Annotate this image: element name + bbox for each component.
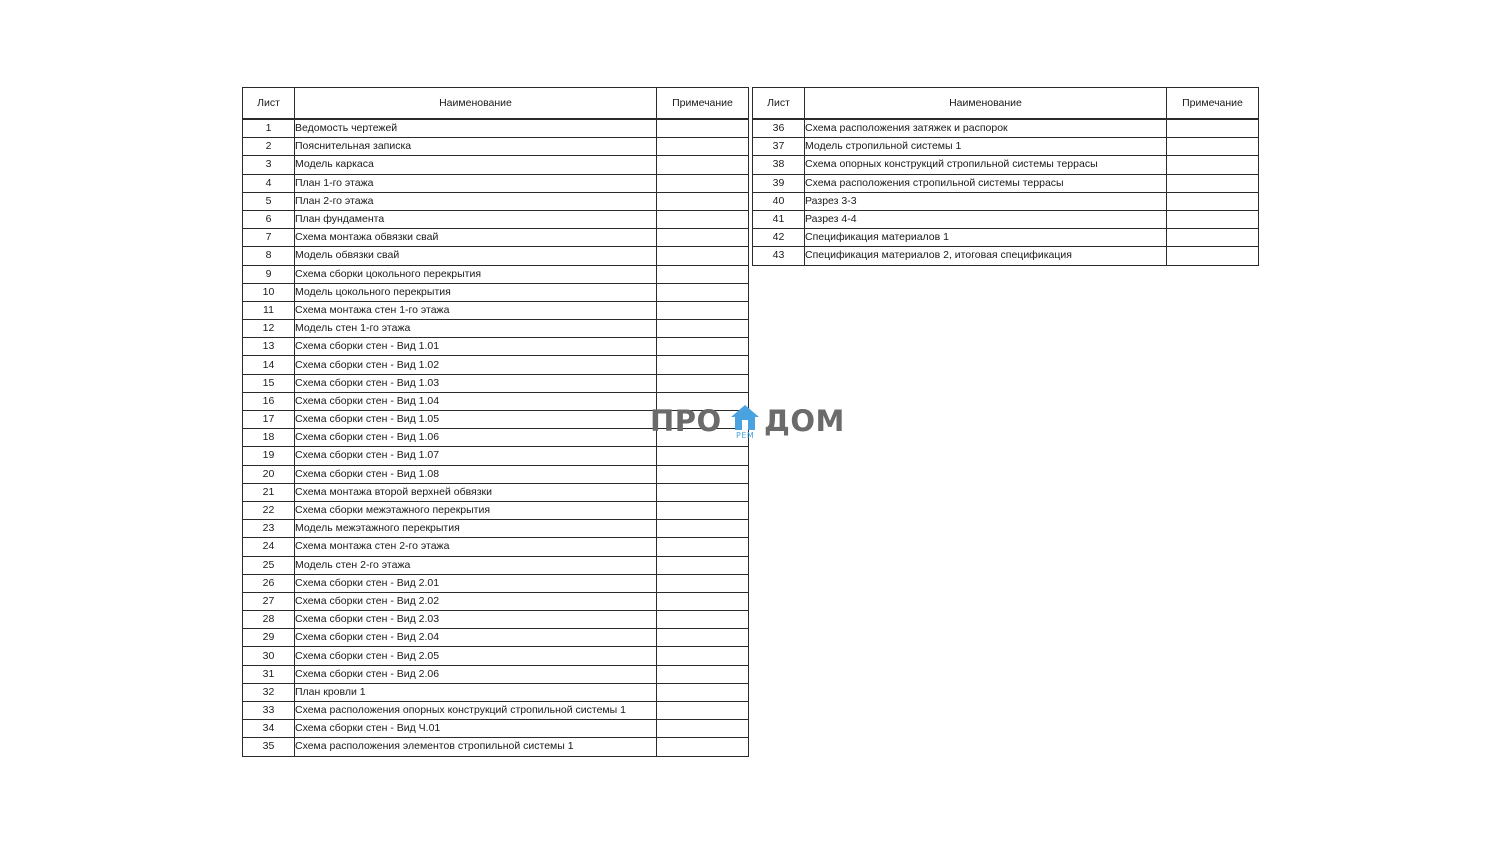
sheet-number-cell: 41: [753, 210, 805, 228]
table-row: [243, 738, 749, 756]
table-row: [753, 174, 1259, 192]
sheet-name-cell: Схема сборки стен - Вид 1.02: [295, 356, 657, 374]
sheet-note-cell: [657, 138, 749, 156]
sheet-name-cell: Схема монтажа второй верхней обвязки: [295, 483, 657, 501]
sheet-number-cell: 23: [243, 520, 295, 538]
sheet-name-cell: Схема сборки стен - Вид 2.02: [295, 592, 657, 610]
sheet-name-cell: Схема сборки стен - Вид 2.06: [295, 665, 657, 683]
sheet-number-cell: 8: [243, 247, 295, 265]
sheet-number-cell: 15: [243, 374, 295, 392]
sheet-name-cell: Схема монтажа обвязки свай: [295, 229, 657, 247]
sheet-note-cell: [657, 119, 749, 138]
sheet-name-cell: План 1-го этажа: [295, 174, 657, 192]
sheet-note-cell: [657, 556, 749, 574]
sheet-note-cell: [657, 247, 749, 265]
sheet-note-cell: [657, 720, 749, 738]
sheet-name-cell: Модель каркаса: [295, 156, 657, 174]
sheet-name-cell: Модель стропильной системы 1: [805, 138, 1167, 156]
sheet-note-cell: [657, 647, 749, 665]
sheet-name-cell: Схема расположения опорных конструкций стропильной системы 1: [295, 702, 657, 720]
sheet-note-cell: [657, 338, 749, 356]
sheet-name-cell: План фундамента: [295, 210, 657, 228]
sheet-note-cell: [657, 320, 749, 338]
watermark-text-left: ПРО: [650, 404, 722, 438]
sheet-number-cell: 38: [753, 156, 805, 174]
sheet-number-cell: 28: [243, 611, 295, 629]
sheet-name-cell: Схема сборки стен - Вид 2.04: [295, 629, 657, 647]
sheet-note-cell: [657, 592, 749, 610]
sheet-name-cell: Спецификация материалов 1: [805, 229, 1167, 247]
table-row: [243, 629, 749, 647]
sheet-number-cell: 32: [243, 683, 295, 701]
sheet-note-cell: [657, 210, 749, 228]
sheet-note-cell: [657, 156, 749, 174]
sheet-number-cell: 35: [243, 738, 295, 756]
table-row: [243, 465, 749, 483]
watermark-logo: [650, 404, 850, 444]
sheet-name-cell: План кровли 1: [295, 683, 657, 701]
sheet-number-cell: 12: [243, 320, 295, 338]
sheet-number-cell: 30: [243, 647, 295, 665]
table-row: [243, 283, 749, 301]
table-row: [243, 592, 749, 610]
drawing-list-table-right: [752, 87, 1259, 266]
sheet-number-cell: 27: [243, 592, 295, 610]
sheet-number-cell: 13: [243, 338, 295, 356]
sheet-number-cell: 14: [243, 356, 295, 374]
table-row: [243, 556, 749, 574]
sheet-number-cell: 6: [243, 210, 295, 228]
sheet-note-cell: [1167, 229, 1259, 247]
sheet-name-cell: Схема расположения затяжек и распорок: [805, 119, 1167, 138]
sheet-number-cell: 24: [243, 538, 295, 556]
table-row: [243, 192, 749, 210]
sheet-name-cell: Схема сборки стен - Вид 1.03: [295, 374, 657, 392]
sheet-name-cell: Схема сборки стен - Вид 2.05: [295, 647, 657, 665]
sheet-name-cell: Схема сборки стен - Вид 1.06: [295, 429, 657, 447]
table-row: [243, 174, 749, 192]
sheet-number-cell: 17: [243, 411, 295, 429]
sheet-name-cell: Разрез 4-4: [805, 210, 1167, 228]
sheet-number-cell: 5: [243, 192, 295, 210]
sheet-number-cell: 20: [243, 465, 295, 483]
sheet-note-cell: [657, 520, 749, 538]
sheet-name-cell: Схема сборки стен - Вид Ч.01: [295, 720, 657, 738]
table-row: [753, 210, 1259, 228]
sheet-name-cell: Схема сборки стен - Вид 2.03: [295, 611, 657, 629]
table-header-row: [753, 88, 1259, 120]
sheet-note-cell: [1167, 174, 1259, 192]
sheet-note-cell: [1167, 156, 1259, 174]
table-row: [243, 229, 749, 247]
sheet-number-cell: 4: [243, 174, 295, 192]
table-body-right: [753, 119, 1259, 265]
table-row: [243, 374, 749, 392]
sheet-number-cell: 7: [243, 229, 295, 247]
sheet-name-cell: Схема сборки стен - Вид 1.05: [295, 411, 657, 429]
table-row: [753, 247, 1259, 265]
sheet-number-cell: 29: [243, 629, 295, 647]
table-row: [753, 119, 1259, 138]
sheet-number-cell: 16: [243, 392, 295, 410]
sheet-note-cell: [657, 374, 749, 392]
sheet-note-cell: [1167, 138, 1259, 156]
sheet-note-cell: [657, 483, 749, 501]
sheet-number-cell: 33: [243, 702, 295, 720]
sheet-note-cell: [657, 447, 749, 465]
sheet-note-cell: [657, 538, 749, 556]
sheet-name-cell: План 2-го этажа: [295, 192, 657, 210]
sheet-name-cell: Схема опорных конструкций стропильной системы террасы: [805, 156, 1167, 174]
table-row: [243, 501, 749, 519]
sheet-name-cell: Модель цокольного перекрытия: [295, 283, 657, 301]
header-name: Наименование: [805, 88, 1167, 120]
sheet-number-cell: 3: [243, 156, 295, 174]
sheet-number-cell: 11: [243, 301, 295, 319]
sheet-note-cell: [657, 265, 749, 283]
table-row: [243, 520, 749, 538]
table-row: [243, 702, 749, 720]
sheet-note-cell: [657, 738, 749, 756]
table-row: [243, 119, 749, 138]
sheet-number-cell: 36: [753, 119, 805, 138]
sheet-note-cell: [1167, 247, 1259, 265]
table-row: [243, 483, 749, 501]
table-row: [243, 356, 749, 374]
sheet-note-cell: [657, 283, 749, 301]
table-row: [243, 683, 749, 701]
sheet-note-cell: [657, 702, 749, 720]
sheet-name-cell: Разрез 3-3: [805, 192, 1167, 210]
sheet-note-cell: [657, 574, 749, 592]
table-header-row: [243, 88, 749, 120]
sheet-name-cell: Схема сборки межэтажного перекрытия: [295, 501, 657, 519]
sheet-name-cell: Схема расположения стропильной системы террасы: [805, 174, 1167, 192]
house-icon: [730, 404, 760, 432]
sheet-note-cell: [657, 301, 749, 319]
sheet-note-cell: [657, 665, 749, 683]
table-row: [753, 156, 1259, 174]
sheet-name-cell: Ведомость чертежей: [295, 119, 657, 138]
sheet-name-cell: Пояснительная записка: [295, 138, 657, 156]
table-row: [243, 611, 749, 629]
table-row: [243, 447, 749, 465]
header-note: Примечание: [1167, 88, 1259, 120]
sheet-name-cell: Модель межэтажного перекрытия: [295, 520, 657, 538]
sheet-name-cell: Модель стен 2-го этажа: [295, 556, 657, 574]
sheet-name-cell: Модель стен 1-го этажа: [295, 320, 657, 338]
table-row: [753, 138, 1259, 156]
table-row: [243, 138, 749, 156]
sheet-number-cell: 40: [753, 192, 805, 210]
sheet-note-cell: [657, 629, 749, 647]
sheet-number-cell: 21: [243, 483, 295, 501]
sheet-number-cell: 37: [753, 138, 805, 156]
header-note: Примечание: [657, 88, 749, 120]
sheet-name-cell: Схема сборки стен - Вид 2.01: [295, 574, 657, 592]
sheet-number-cell: 43: [753, 247, 805, 265]
sheet-name-cell: Схема сборки стен - Вид 1.07: [295, 447, 657, 465]
sheet-note-cell: [657, 192, 749, 210]
table-row: [243, 301, 749, 319]
table-row: [243, 720, 749, 738]
watermark-text-right: ДОМ: [764, 404, 845, 438]
sheet-note-cell: [1167, 119, 1259, 138]
table-row: [243, 538, 749, 556]
sheet-number-cell: 2: [243, 138, 295, 156]
sheet-number-cell: 42: [753, 229, 805, 247]
sheet-name-cell: Схема сборки стен - Вид 1.04: [295, 392, 657, 410]
sheet-note-cell: [657, 611, 749, 629]
sheet-note-cell: [657, 501, 749, 519]
sheet-number-cell: 1: [243, 119, 295, 138]
table-row: [753, 229, 1259, 247]
sheet-note-cell: [1167, 192, 1259, 210]
header-sheet: Лист: [753, 88, 805, 120]
table-row: [243, 574, 749, 592]
sheet-name-cell: Схема сборки цокольного перекрытия: [295, 265, 657, 283]
sheet-number-cell: 34: [243, 720, 295, 738]
sheet-number-cell: 9: [243, 265, 295, 283]
sheet-number-cell: 10: [243, 283, 295, 301]
sheet-name-cell: Схема расположения элементов стропильной системы 1: [295, 738, 657, 756]
table-row: [243, 647, 749, 665]
sheet-note-cell: [657, 683, 749, 701]
sheet-name-cell: Схема сборки стен - Вид 1.01: [295, 338, 657, 356]
sheet-number-cell: 25: [243, 556, 295, 574]
watermark-subtext: РЕМ: [736, 431, 755, 440]
sheet-name-cell: Схема сборки стен - Вид 1.08: [295, 465, 657, 483]
table-row: [753, 192, 1259, 210]
sheet-name-cell: Спецификация материалов 2, итоговая спецификация: [805, 247, 1167, 265]
table-row: [243, 210, 749, 228]
sheet-number-cell: 22: [243, 501, 295, 519]
table-row: [243, 320, 749, 338]
sheet-number-cell: 39: [753, 174, 805, 192]
header-sheet: Лист: [243, 88, 295, 120]
sheet-note-cell: [1167, 210, 1259, 228]
sheet-name-cell: Схема монтажа стен 2-го этажа: [295, 538, 657, 556]
sheet-number-cell: 31: [243, 665, 295, 683]
sheet-name-cell: Модель обвязки свай: [295, 247, 657, 265]
sheet-name-cell: Схема монтажа стен 1-го этажа: [295, 301, 657, 319]
table-row: [243, 265, 749, 283]
table-row: [243, 247, 749, 265]
header-name: Наименование: [295, 88, 657, 120]
sheet-note-cell: [657, 174, 749, 192]
sheet-number-cell: 26: [243, 574, 295, 592]
sheet-note-cell: [657, 465, 749, 483]
sheet-number-cell: 18: [243, 429, 295, 447]
sheet-number-cell: 19: [243, 447, 295, 465]
table-row: [243, 665, 749, 683]
sheet-note-cell: [657, 229, 749, 247]
table-row: [243, 338, 749, 356]
sheet-note-cell: [657, 356, 749, 374]
table-row: [243, 156, 749, 174]
